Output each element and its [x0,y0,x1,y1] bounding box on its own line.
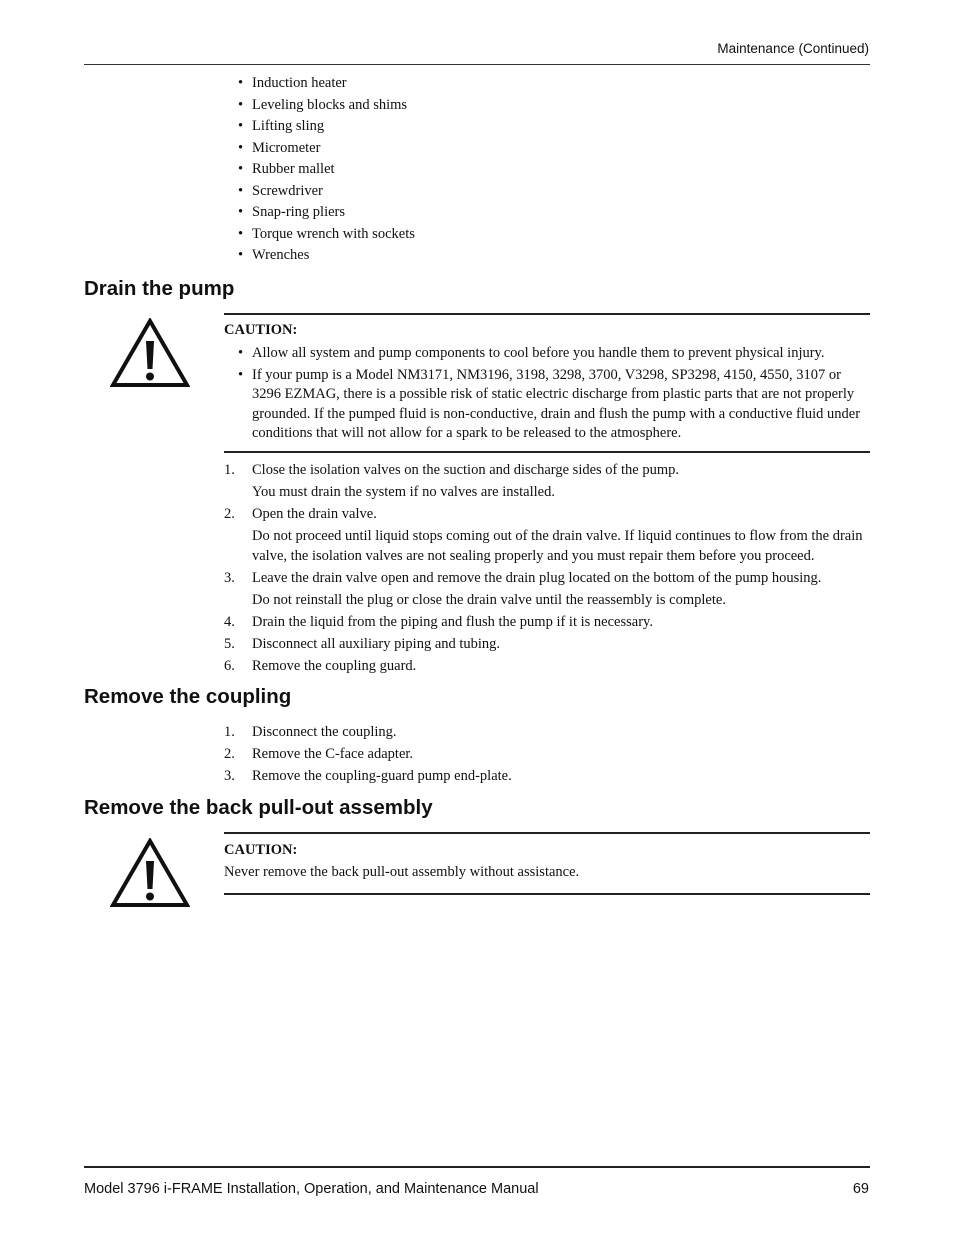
step-text: Disconnect the coupling. [252,724,397,740]
caution-bottom-rule [224,451,870,453]
caution-item: • If your pump is a Model NM3171, NM3196, 3198, 3298, 3700, V3298, SP3298, 4150, 4550, 3107 or 3296 EZMAG, there is a possible risk of static electric discharge from plastic parts that are not properly grounded. If the pumped fluid is non-conductive, drain and flush the pump with a conductive fluid under conditions that will not allow for a spark to be released to the atmosphere. [238,366,870,444]
warning-triangle-icon [110,838,190,908]
step-text: Remove the coupling-guard pump end-plate. [252,768,512,784]
step-item [224,613,874,633]
step-number: 5. [224,635,235,652]
footer-divider [84,1166,870,1168]
step-item [224,505,874,566]
step-number: 2. [224,746,235,762]
drain-steps [224,461,874,679]
section-heading-drain: Drain the pump [84,277,235,300]
step-item [224,723,874,743]
coupling-steps [224,723,874,789]
step-number: 4. [224,613,235,630]
caution-label: CAUTION: [224,842,298,858]
list-item: • Lifting sling [238,116,415,138]
list-item: • Rubber mallet [238,159,415,181]
warning-triangle-icon [110,318,190,388]
header-divider [84,64,870,65]
list-item: • Torque wrench with sockets [238,224,415,246]
step-note: You must drain the system if no valves are installed. [252,484,555,500]
list-item: • Snap-ring pliers [238,202,415,224]
step-text: Leave the drain valve open and remove the drain plug located on the bottom of the pump housing. [252,569,822,586]
step-item [224,745,874,765]
step-number: 2. [224,506,235,522]
step-item [224,635,874,655]
step-number: 6. [224,657,235,674]
footer-manual-title: Model 3796 i-FRAME Installation, Operation, and Maintenance Manual [84,1181,539,1197]
step-text: Disconnect all auxiliary piping and tubing. [252,635,501,652]
step-item [224,767,874,787]
caution-text: Never remove the back pull-out assembly without assistance. [224,864,580,880]
step-number: 1. [224,724,235,740]
list-item: • Induction heater [238,73,415,95]
section-heading-coupling: Remove the coupling [84,685,292,708]
step-number: 1. [224,462,235,478]
step-text: Drain the liquid from the piping and flush the pump if it is necessary. [252,613,653,630]
caution-top-rule [224,313,870,315]
step-text: Close the isolation valves on the suction and discharge sides of the pump. [252,462,680,478]
list-item: • Micrometer [238,138,415,160]
list-item: • Screwdriver [238,181,415,203]
tools-list [238,73,415,267]
step-item [224,657,874,677]
step-number: 3. [224,768,235,784]
step-text: Remove the C-face adapter. [252,746,414,762]
section-heading-back-pull-out: Remove the back pull-out assembly [84,796,433,819]
step-item [224,461,874,503]
step-text: Remove the coupling guard. [252,657,417,674]
page-number: 69 [852,1181,869,1197]
caution-list [238,344,870,446]
step-text: Open the drain valve. [252,506,377,522]
step-note: Do not reinstall the plug or close the drain valve until the reassembly is complete. [252,591,726,608]
caution-label: CAUTION: [224,322,298,338]
caution-bottom-rule [224,893,870,895]
step-number: 3. [224,569,235,586]
running-header: Maintenance (Continued) [717,41,869,56]
caution-top-rule [224,832,870,834]
step-note: Do not proceed until liquid stops coming out of the drain valve. If liquid continues to flow from the drain valve, the isolation valves are not sealing properly and you must repair them before you proceed. [252,528,863,564]
caution-item: • Allow all system and pump components to cool before you handle them to prevent physical injury. [238,344,870,364]
list-item: • Leveling blocks and shims [238,95,415,117]
list-item: • Wrenches [238,245,415,267]
step-item [224,569,874,611]
